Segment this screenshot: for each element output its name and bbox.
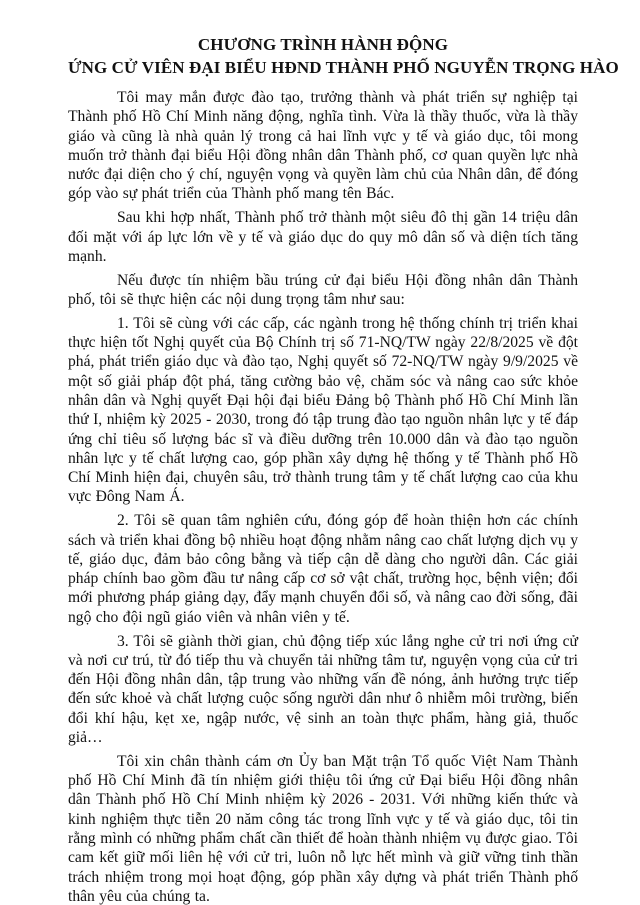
paragraph-point-1: 1. Tôi sẽ cùng với các cấp, các ngành trong hệ thống chính trị triển khai thực hiện tốt Nghị quyết của Bộ Chính trị số 71-NQ/TW ngày 22/8/2025 về đột phá, phát triển giáo dục và đào tạo, Nghị quyết số 72-NQ/TW ngày 9/9/2025 về một số giải pháp đột phá, tăng cường bảo vệ, chăm sóc và nâng cao sức khỏe nhân dân và Nghị quyết Đại hội đại biểu Đảng bộ Thành phố Hồ Chí Minh lần thứ I, nhiệm kỳ 2025 - 2030, trong đó tập trung đào tạo nguồn nhân lực y tế đáp ứng chỉ tiêu số lượng bác sĩ và điều dưỡng trên 10.000 dân và đào tạo nguồn nhân lực y tế chất lượng cao, góp phần xây dựng hệ thống y tế Thành phố Hồ Chí Minh hiện đại, chuyên sâu, trở thành trung tâm y tế chất lượng cao của khu vực Đông Nam Á. [68, 314, 578, 506]
paragraph-context: Sau khi hợp nhất, Thành phố trở thành một siêu đô thị gần 14 triệu dân đối mặt với áp lực lớn về y tế và giáo dục do quy mô dân số và diện tích tăng mạnh. [68, 209, 578, 265]
paragraph-intro: Tôi may mắn được đào tạo, trưởng thành và phát triển sự nghiệp tại Thành phố Hồ Chí Minh năng động, nghĩa tình. Vừa là thầy thuốc, vừa là thầy giáo và cũng là nhà quản lý trong cả hai lĩnh vực y tế và giáo dục, tôi mong muốn trở thành đại biểu Hội đồng nhân dân Thành phố, cơ quan quyền lực nhà nước đại diện cho ý chí, nguyện vọng và quyền làm chủ của Nhân dân, để đóng góp vào sự phát triển của Thành phố mang tên Bác. [68, 89, 578, 203]
paragraph-lead-in: Nếu được tín nhiệm bầu trúng cử đại biểu Hội đồng nhân dân Thành phố, tôi sẽ thực hiện các nội dung trọng tâm như sau: [68, 271, 578, 308]
document-title-line-1: CHƯƠNG TRÌNH HÀNH ĐỘNG [197, 35, 449, 54]
document-body [68, 88, 578, 905]
paragraph-point-3: 3. Tôi sẽ giành thời gian, chủ động tiếp xúc lắng nghe cử tri nơi ứng cử và nơi cư trú, từ đó tiếp thu và chuyển tải những tâm tư, nguyện vọng của cử tri đến Hội đồng nhân dân, tập trung vào những vấn đề nóng, ảnh hưởng trực tiếp đến sức khoẻ và chất lượng cuộc sống người dân như ô nhiễm môi trường, biến đổi khí hậu, kẹt xe, ngập nước, vệ sinh an toàn thực phẩm, hàng giả, thuốc giả… [68, 632, 578, 746]
document-title [68, 34, 619, 79]
paragraph-closing: Tôi xin chân thành cám ơn Ủy ban Mặt trận Tổ quốc Việt Nam Thành phố Hồ Chí Minh đã tín nhiệm giới thiệu tôi ứng cử Đại biểu Hội đồng nhân dân Thành phố Hồ Chí Minh nhiệm kỳ 2026 - 2031. Với những kiến thức và kinh nghiệm thực tiễn 20 năm công tác trong lĩnh vực y tế và giáo dục, tôi tin rằng mình có những phẩm chất cần thiết để hoàn thành nhiệm vụ được giao. Tôi cam kết giữ mối liên hệ với cử tri, luôn nỗ lực hết mình và giữ vững tinh thần trách nhiệm trong mọi hoạt động, góp phần xây dựng và phát triển Thành phố thân yêu của chúng ta. [68, 752, 578, 905]
document-title-line-2: ỨNG CỬ VIÊN ĐẠI BIỂU HĐND THÀNH PHỐ NGUYỄN TRỌNG HÀO [68, 57, 619, 77]
document-content [68, 34, 619, 905]
paragraph-point-2: 2. Tôi sẽ quan tâm nghiên cứu, đóng góp để hoàn thiện hơn các chính sách và triển khai đồng bộ nhiều hoạt động nhằm nâng cao chất lượng dịch vụ y tế, giáo dục, đảm bảo công bằng và tiếp cận dễ dàng cho người dân. Các giải pháp chính bao gồm đầu tư nâng cấp cơ sở vật chất, trường học, bệnh viện; đổi mới phương pháp giảng dạy, đẩy mạnh chuyển đổi số, và nâng cao đời sống, đãi ngộ cho đội ngũ giáo viên và nhân viên y tế. [68, 512, 578, 626]
